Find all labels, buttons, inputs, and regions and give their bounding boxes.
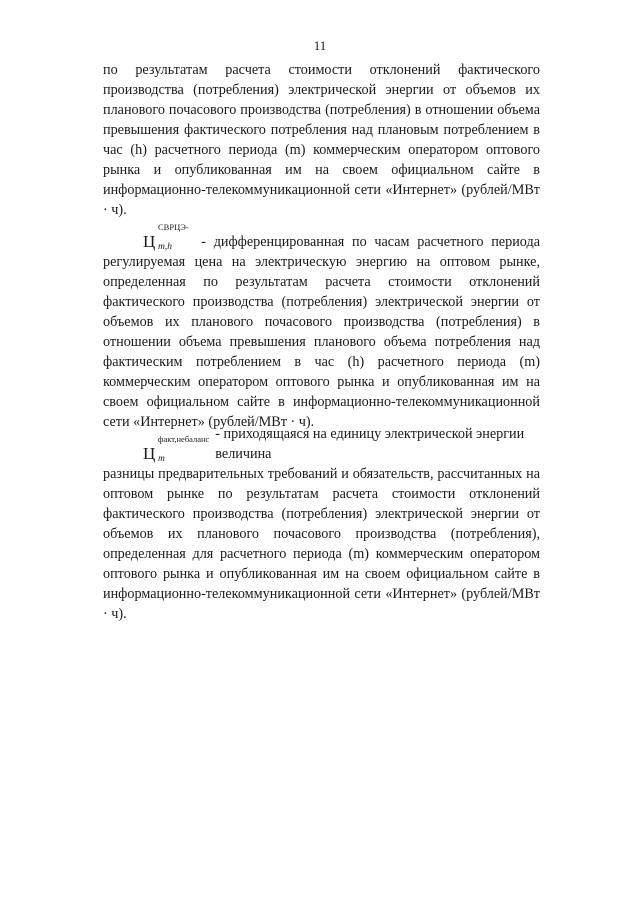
lead-word: периода — [491, 234, 540, 250]
symbol-superscript: факт,небаланс — [158, 434, 210, 444]
lead-word: - — [201, 234, 207, 250]
lead-word: по — [351, 234, 367, 250]
symbol-superscript: СВРЦЭ- — [158, 222, 189, 232]
page-number: 11 — [313, 38, 327, 53]
price-symbol-fakt-nebalans — [143, 434, 210, 464]
definition-1-header — [103, 224, 540, 252]
definition-1-text: регулируемая цена на электрическую энергию на оптовом рынке, определенная по результатам расчета стоимости отклонений фактического производства (потребления) электрической энергии от объемов их планового почасового производства (потребления) в отношении объема превышения планового объема потребления над фактическим потреблением в час (h) расчетного периода (m) коммерческим оператором оптового рынка и опубликованная им на своем официальном сайте в информационно-телекоммуникационной сети «Интернет» (рублей/МВт · ч). — [103, 254, 540, 430]
symbol-subscript: m,h — [158, 242, 172, 252]
definition-2-text: разницы предварительных требований и обязательств, рассчитанных на оптовом рынке по результатам расчета стоимости отклонений фактического производства (потребления) электрической энергии от объемов их планового почасового производства (потребления), определенная для расчетного периода (m) коммерческим оператором оптового рынка и опубликованная им на своем официальном сайте в информационно-телекоммуникационной сети «Интернет» (рублей/МВт · ч). — [103, 466, 540, 622]
symbol-letter: Ц — [143, 444, 156, 463]
symbol-subscript: m — [158, 454, 165, 464]
price-symbol-svrce — [143, 222, 189, 252]
lead-word: часам — [374, 234, 410, 250]
definition-2-header — [103, 426, 540, 464]
symbol-letter: Ц — [143, 232, 156, 251]
document-body — [103, 60, 540, 624]
paragraph-intro: по результатам расчета стоимости отклонений фактического производства (потребления) электрической энергии от объемов их планового почасового производства (потребления) в отношении объема превышения фактического потребления над плановым потреблением в час (h) расчетного периода (m) коммерческим оператором оптового рынка и опубликованная им на своем официальном сайте в информационно-телекоммуникационной сети «Интернет» (рублей/МВт · ч). — [103, 62, 540, 218]
definition-2-lead — [155, 424, 540, 464]
lead-text: - приходящаяся на единицу электрической энергии величина — [215, 426, 525, 462]
lead-word: расчетного — [417, 234, 484, 250]
definition-1-lead — [201, 232, 540, 252]
lead-word: дифференцированная — [213, 234, 345, 250]
